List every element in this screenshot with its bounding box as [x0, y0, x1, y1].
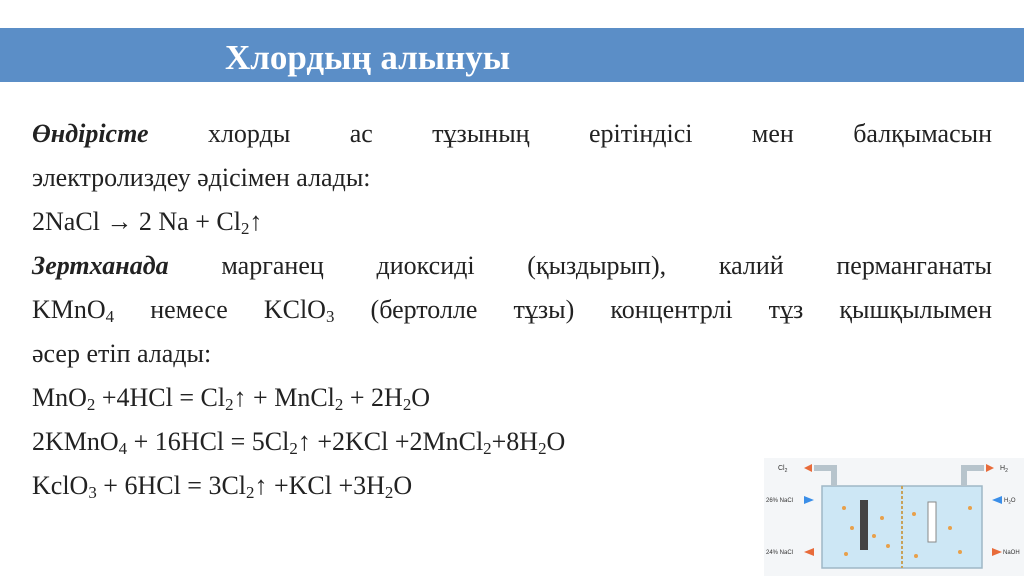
- eq-sub: 2: [483, 439, 492, 459]
- eq-sub: 2: [86, 395, 96, 415]
- slide-title: Хлордың алынуы: [225, 38, 511, 77]
- eq-sub: 2: [246, 483, 255, 503]
- eq-part: KclO: [32, 471, 89, 500]
- equation-electrolysis: [32, 200, 992, 244]
- lab-text-2: (бертолле тұзы) концентрлі тұз қышқылымен: [334, 295, 992, 324]
- electrolysis-cell-diagram: [764, 458, 1024, 576]
- lab-lead: Зертханада: [32, 251, 169, 280]
- lab-kmno4: KMnO: [32, 295, 106, 324]
- label-naoh: NaOH: [1003, 550, 1020, 556]
- lab-line-2: [32, 288, 992, 332]
- eq-sub: 3: [88, 483, 97, 503]
- industry-line-1: [32, 112, 992, 156]
- slide-body: [32, 112, 992, 508]
- eq-part: O: [393, 471, 413, 500]
- eq-part: O: [411, 383, 431, 412]
- label-h2: $H_2$: [1000, 465, 1008, 474]
- label-h2o: $H_2O$: [1004, 498, 1016, 505]
- lab-sub: 3: [325, 307, 335, 327]
- eq1-part: 2NaCl → 2 Na + Cl: [32, 207, 241, 236]
- lab-sub: 4: [105, 307, 115, 327]
- lab-text-1: марганец диоксиді (қыздырып), калий перманганаты: [221, 251, 993, 280]
- eq-part: + 6HCl = 3Cl: [96, 471, 247, 500]
- eq-sub: 2: [334, 395, 344, 415]
- eq-part: 2KMnO: [32, 427, 119, 456]
- eq1-arrow: ↑: [249, 207, 263, 236]
- eq-part: O: [546, 427, 566, 456]
- eq-sub: 2: [538, 439, 547, 459]
- eq-part: +8H: [491, 427, 539, 456]
- eq-part: MnO: [32, 383, 87, 412]
- lab-line-3: әсер етіп алады:: [32, 339, 212, 368]
- lab-kclo: немесе KClO: [114, 295, 326, 324]
- eq1-sub: 2: [240, 219, 250, 239]
- eq-sub: 2: [384, 483, 394, 503]
- anode-electrode: [860, 500, 868, 550]
- industry-line-2: электролиздеу әдісімен алады:: [32, 163, 371, 192]
- lab-line-1: [32, 244, 992, 288]
- eq-sub: 2: [225, 395, 234, 415]
- industry-text-1: хлорды ас тұзының ерітіндісі мен балқымасын: [207, 119, 993, 148]
- eq-sub: 4: [118, 439, 128, 459]
- eq-part: + 16HCl = 5Cl: [127, 427, 290, 456]
- eq-part: ↑ + MnCl: [233, 383, 335, 412]
- equation-mno2: [32, 376, 992, 420]
- label-nacl-out: 24% NaCl: [766, 550, 794, 556]
- eq-sub: 2: [289, 439, 298, 459]
- cathode-electrode: [928, 502, 936, 542]
- label-cl2: $Cl_2$: [778, 465, 788, 474]
- eq-part: ↑ +2KCl +2MnCl: [297, 427, 484, 456]
- label-nacl-in: 26% NaCl: [766, 498, 794, 504]
- eq-part: +4HCl = Cl: [95, 383, 226, 412]
- eq-part: + 2H: [343, 383, 403, 412]
- title-bar: [0, 28, 1024, 82]
- eq-part: ↑ +KCl +3H: [254, 471, 385, 500]
- industry-lead: Өндірісте: [32, 119, 149, 148]
- eq-sub: 2: [402, 395, 412, 415]
